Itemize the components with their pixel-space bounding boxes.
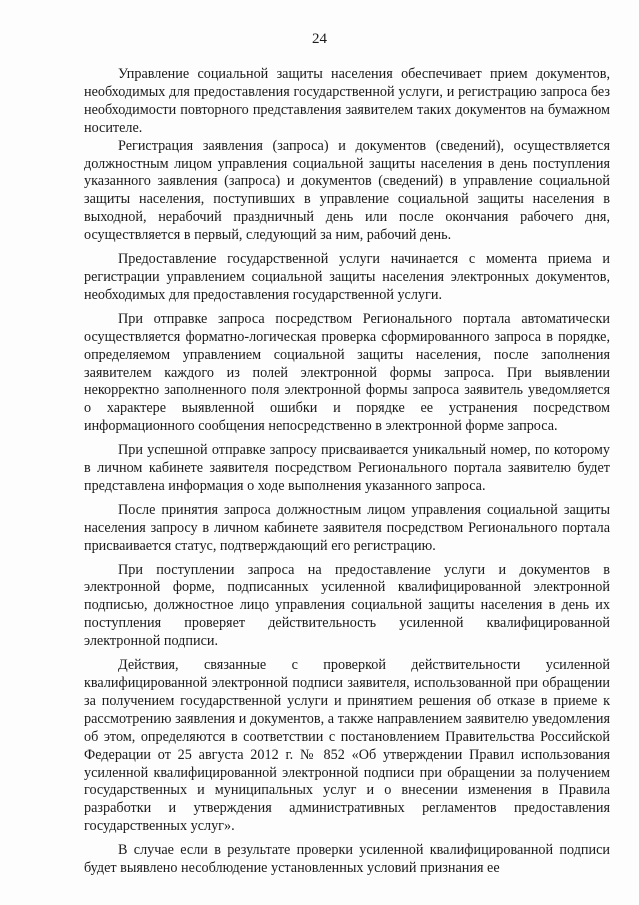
paragraph: Действия, связанные с проверкой действительности усиленной квалифицированной электронной подписи заявителя, использованной при обращении за получением государственной услуги и принятием решения об отказе в приеме к рассмотрению заявления и документов, а также направлением заявителю уведомления об этом, определяются в соответствии с постановлением Правительства Российской Федерации от 25 августа 2012 г. № 852 «Об утверждении Правил использования усиленной квалифицированной электронной подписи при обращении за получением государственных и муниципальных услуг и о внесении изменения в Правила разработки и утверждения административных регламентов предоставления государственных услуг». bbox=[84, 657, 610, 835]
paragraph: После принятия запроса должностным лицом управления социальной защиты населения запросу в личном кабинете заявителя посредством Регионального портала присваивается статус, подтверждающий его регистрацию. bbox=[84, 501, 610, 554]
paragraph: Управление социальной защиты населения обеспечивает прием документов, необходимых для предоставления государственной услуги, и регистрацию запроса без необходимости повторного представления заявителем таких документов на бумажном носителе. bbox=[84, 66, 610, 136]
paragraph: В случае если в результате проверки усиленной квалифицированной подписи будет выявлено несоблюдение установленных условий признания ее bbox=[84, 842, 610, 877]
document-body bbox=[84, 66, 610, 878]
page-number: 24 bbox=[312, 31, 327, 47]
paragraph: При поступлении запроса на предоставление услуги и документов в электронной форме, подписанных усиленной квалифицированной электронной подписью, должностное лицо управления социальной защиты населения в день их поступления проверяет действительность усиленной квалифицированной электронной подписи. bbox=[84, 561, 610, 650]
paragraph: При отправке запроса посредством Регионального портала автоматически осуществляется форматно-логическая проверка сформированного запроса в порядке, определяемом управлением социальной защиты населения, после заполнения заявителем каждого из полей электронной формы запроса. При выявлении некорректно заполненного поля электронной формы запроса заявитель уведомляется о характере выявленной ошибки и порядке ее устранения посредством информационного сообщения непосредственно в электронной форме запроса. bbox=[84, 310, 610, 435]
paragraph: При успешной отправке запросу присваивается уникальный номер, по которому в личном кабинете заявителя посредством Регионального портала заявителю будет представлена информация о ходе выполнения указанного запроса. bbox=[84, 442, 610, 494]
paragraph: Регистрация заявления (запроса) и документов (сведений), осуществляется должностным лицом управления социальной защиты населения в день поступления указанного заявления (запроса) и документов (сведений) в управление социальной защиты населения, поступивших в управление социальной защиты населения в выходной, нерабочий праздничный день или после окончания рабочего дня, осуществляется в первый, следующий за ним, рабочий день. bbox=[84, 137, 610, 244]
paragraph: Предоставление государственной услуги начинается с момента приема и регистрации управлением социальной защиты населения электронных документов, необходимых для предоставления государственной услуги. bbox=[84, 251, 610, 303]
